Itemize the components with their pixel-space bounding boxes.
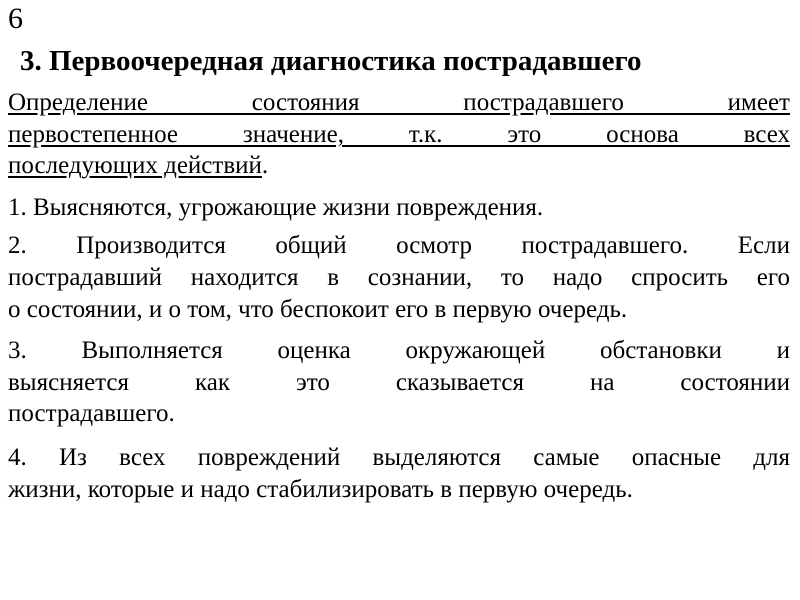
item-line: 4. Из всех повреждений выделяются самые опасные для xyxy=(8,444,790,471)
item-line: пострадавший находится в сознании, то надо спросить его xyxy=(8,264,790,291)
item-line: выясняется как это сказывается на состоянии xyxy=(8,369,790,396)
intro-line xyxy=(8,151,268,181)
intro-line-text: последующих действий xyxy=(8,152,262,179)
slide-title: 3. Первоочередная диагностика пострадавшего xyxy=(20,45,642,77)
item-line: пострадавшего. xyxy=(8,400,175,427)
intro-line: Определение состояния пострадавшего имеет xyxy=(8,89,790,116)
item-line: о состоянии, и о том, что беспокоит его в первую очередь. xyxy=(8,296,628,323)
item-line: 3. Выполняется оценка окружающей обстановки и xyxy=(8,337,790,364)
item-line: 2. Производится общий осмотр пострадавшего. Если xyxy=(8,232,790,259)
intro-end: . xyxy=(261,152,269,179)
intro-line: первостепенное значение, т.к. это основа всех xyxy=(8,121,790,148)
slide-number: 6 xyxy=(8,2,23,35)
item-line: жизни, которые и надо стабилизировать в первую очередь. xyxy=(8,476,633,503)
item-line: 1. Выясняются, угрожающие жизни повреждения. xyxy=(8,194,544,221)
